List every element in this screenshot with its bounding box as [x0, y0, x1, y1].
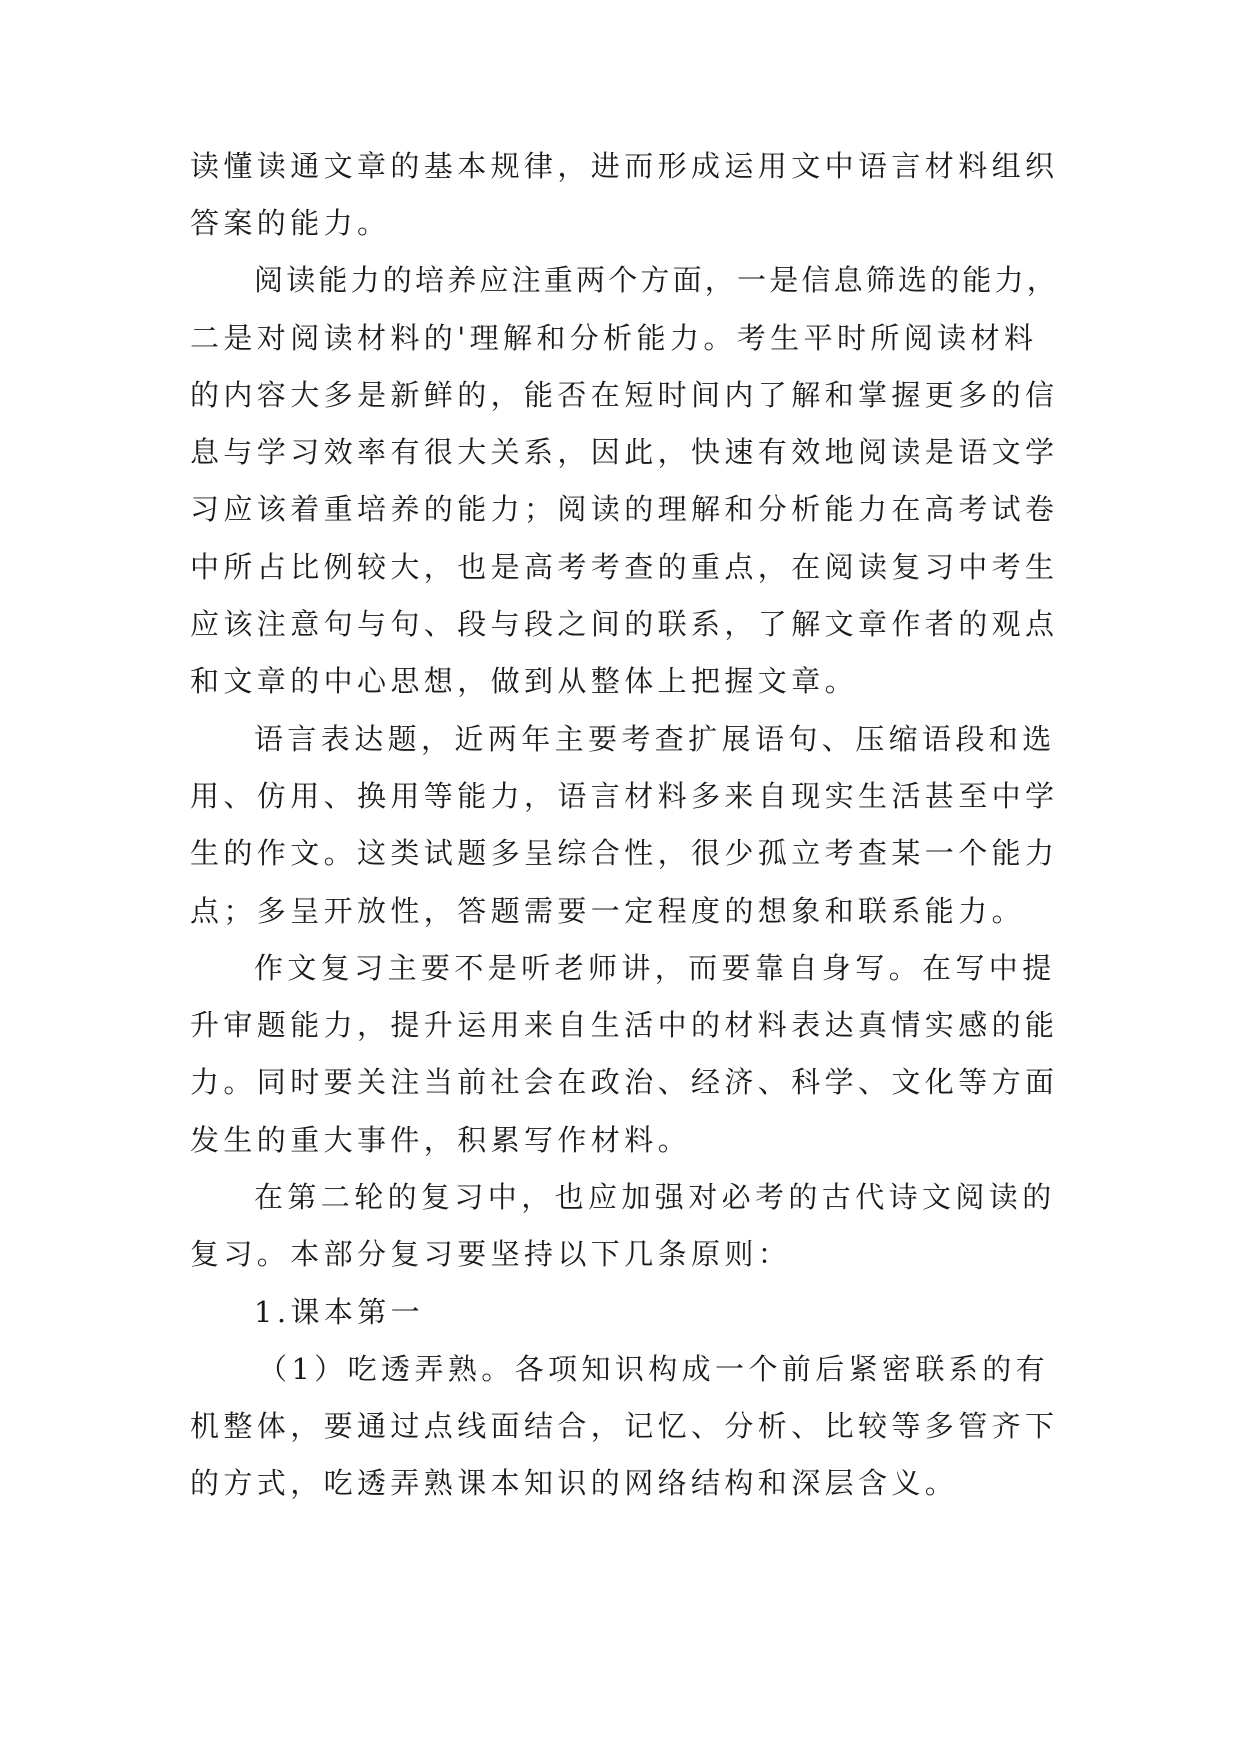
text-line: 发生的重大事件，积累写作材料。	[190, 1123, 692, 1157]
text-line: 答案的能力。	[190, 206, 391, 240]
text-line: 复习。本部分复习要坚持以下几条原则：	[190, 1237, 792, 1271]
paragraph-first-line: 作文复习主要不是听老师讲，而要靠自身写。在写中提	[254, 951, 1056, 985]
text-line: 的方式，吃透弄熟课本知识的网络结构和深层含义。	[190, 1466, 959, 1500]
text-line: 中所占比例较大，也是高考考查的重点，在阅读复习中考生	[190, 550, 1059, 584]
text-line: 力。同时要关注当前社会在政治、经济、科学、文化等方面	[190, 1065, 1059, 1099]
paragraph-first-line: 在第二轮的复习中，也应加强对必考的古代诗文阅读的	[254, 1180, 1056, 1214]
text-line: 点；多呈开放性，答题需要一定程度的想象和联系能力。	[190, 894, 1026, 928]
paragraph-first-line: 阅读能力的培养应注重两个方面，一是信息筛选的能力，	[254, 263, 1060, 297]
text-line: 用、仿用、换用等能力，语言材料多来自现实生活甚至中学	[190, 779, 1059, 813]
text-line: 的内容大多是新鲜的，能否在短时间内了解和掌握更多的信	[190, 378, 1059, 412]
text-line: 和文章的中心思想，做到从整体上把握文章。	[190, 664, 859, 698]
section-heading: 1.课本第一	[254, 1295, 425, 1329]
text-line: 机整体，要通过点线面结合，记忆、分析、比较等多管齐下	[190, 1409, 1059, 1443]
text-line: 应该注意句与句、段与段之间的联系，了解文章作者的观点	[190, 607, 1059, 641]
text-line: 生的作文。这类试题多呈综合性，很少孤立考查某一个能力	[190, 836, 1059, 870]
text-line: 习应该着重培养的能力；阅读的理解和分析能力在高考试卷	[190, 492, 1059, 526]
text-line: 升审题能力，提升运用来自生活中的材料表达真情实感的能	[190, 1008, 1059, 1042]
subsection-first-line: （1）吃透弄熟。各项知识构成一个前后紧密联系的有	[258, 1352, 1050, 1386]
text-line: 二是对阅读材料的'理解和分析能力。考生平时所阅读材料	[190, 321, 1038, 355]
text-line: 读懂读通文章的基本规律，进而形成运用文中语言材料组织	[190, 149, 1059, 183]
paragraph-first-line: 语言表达题，近两年主要考查扩展语句、压缩语段和选	[254, 722, 1056, 756]
text-line: 息与学习效率有很大关系，因此，快速有效地阅读是语文学	[190, 435, 1059, 469]
